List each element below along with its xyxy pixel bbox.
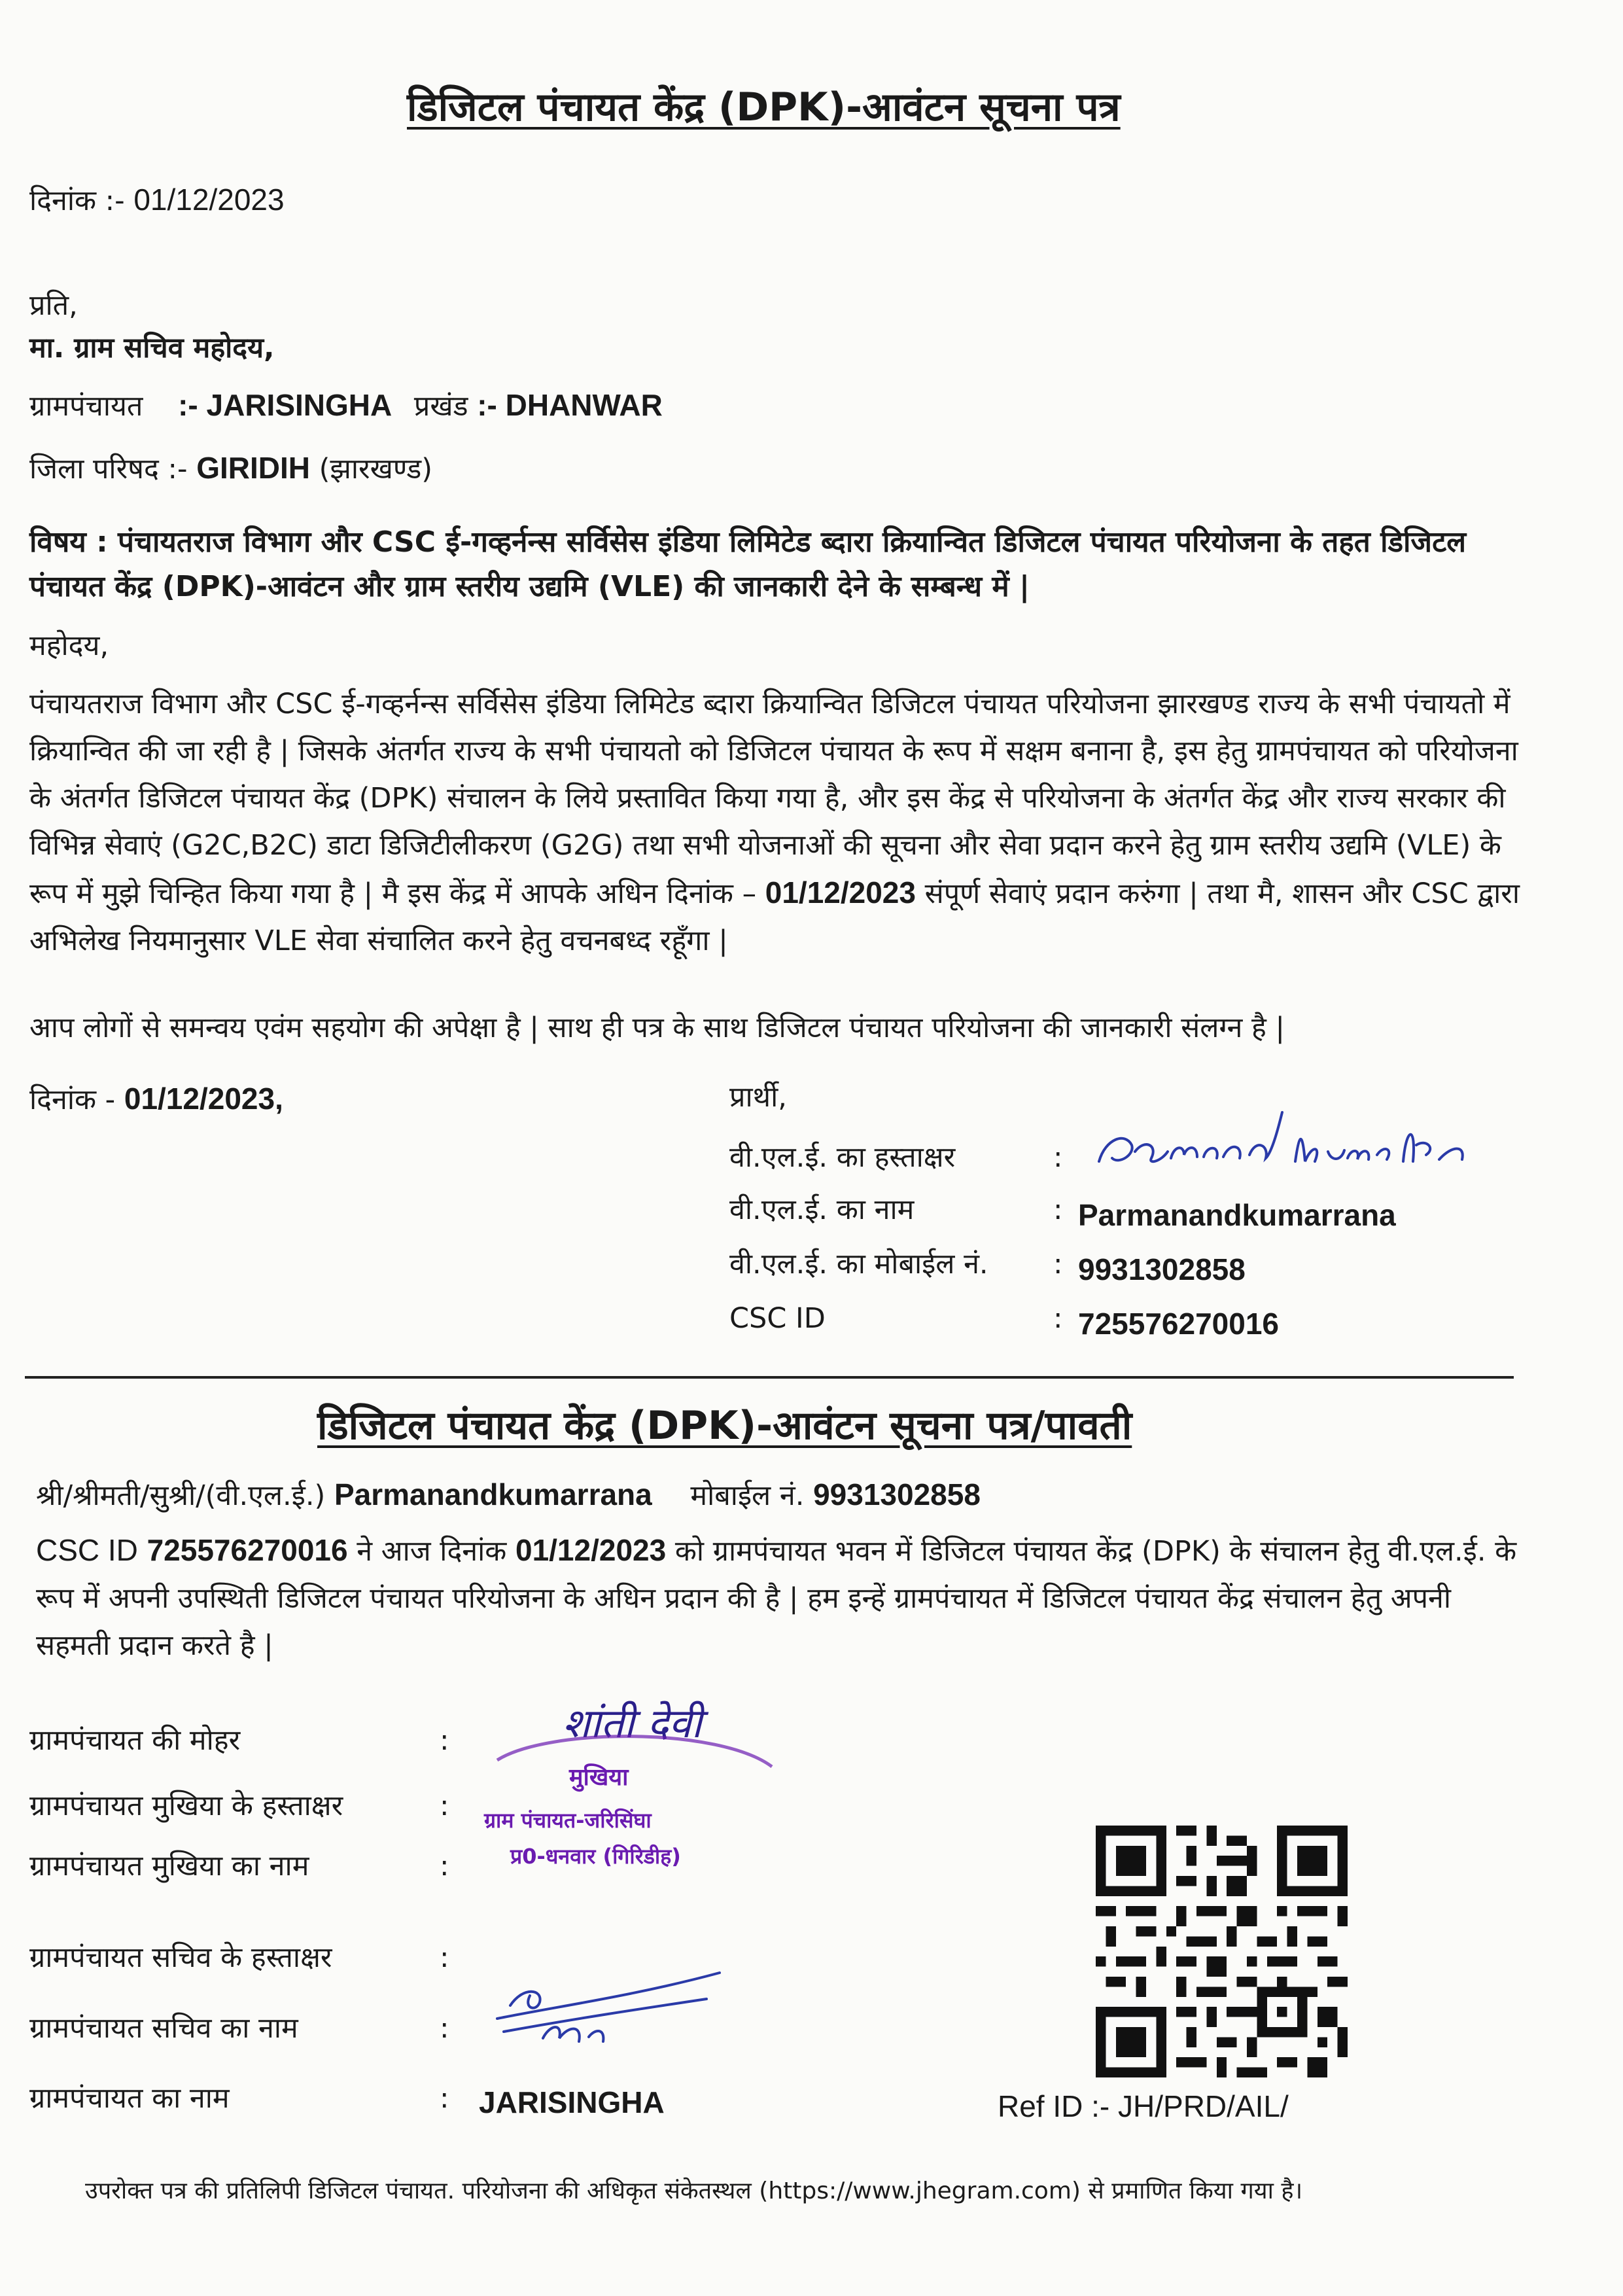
sign-date-label: दिनांक - bbox=[29, 1084, 116, 1116]
body-paragraph-2: आप लोगों से समन्वय एवंम सहयोग की अपेक्षा है | साथ ही पत्र के साथ डिजिटल पंचायत परियोजना की जानकारी संलग्न है | bbox=[29, 1012, 1285, 1044]
footer-note: उपरोक्त पत्र की प्रतिलिपी डिजिटल पंचायत. परियोजना की अधिकृत संकेतस्थल (https://www.jhegram.com) से प्रमाणित किया गया है। bbox=[85, 2178, 1303, 2204]
receipt-text-a: ने आज दिनांक bbox=[357, 1535, 507, 1568]
csc-id-value: 725576270016 bbox=[1078, 1307, 1279, 1341]
block-label: प्रखंड bbox=[413, 390, 468, 423]
vle-mobile-value: 9931302858 bbox=[1078, 1252, 1246, 1286]
field-mukhiya-name-label: ग्रामपंचायत मुखिया का नाम bbox=[29, 1850, 309, 1882]
body-1-end: संपूर्ण सेवाएं प्रदान करुंगा | तथा मै, शासन और CSC द्वारा अभिलेख नियमानुसार VLE सेवा संचालित करने हेतु वचनबध्द रहूँगा | bbox=[29, 877, 1520, 957]
field-gp-name-value: JARISINGHA bbox=[479, 2085, 665, 2119]
page-title: डिजिटल पंचायत केंद्र (DPK)-आवंटन सूचना पत्र bbox=[407, 84, 1121, 130]
vle-mobile-colon: : bbox=[1053, 1248, 1063, 1280]
gram-panchayat-line bbox=[29, 386, 663, 425]
shri-value: Parmanandkumarrana bbox=[334, 1477, 652, 1511]
field-gp-name-colon: : bbox=[440, 2082, 449, 2115]
sign-date-value: 01/12/2023, bbox=[124, 1082, 283, 1116]
vle-sign-colon: : bbox=[1053, 1141, 1063, 1174]
subject: विषय : पंचायतराज विभाग और CSC ई-गव्हर्नन्स सर्विसेस इंडिया लिमिटेड ब्दारा क्रियान्वित डिजिटल पंचायत परियोजना के तहत डिजिटल पंचायत केंद्र (DPK)-आवंटन और ग्राम स्तरीय उद्यमि (VLE) की जानकारी देने के सम्बन्ध में | bbox=[29, 525, 1467, 603]
receipt-shri-line bbox=[36, 1475, 981, 1515]
stamp-line-3: प्र0-धनवार (गिरिडीह) bbox=[510, 1844, 681, 1869]
receipt-text-b: को ग्रामपंचायत भवन में डिजिटल पंचायत केंद्र (DPK) के संचालन हेतु वी.एल.ई. के रूप में अपनी उपस्थिती डिजिटल पंचायत परियोजना के अधिन प्रदान की है | हम इन्हें ग्रामपंचायत में डिजिटल पंचायत केंद्र संचालन हेतु अपनी सहमती प्रदान करते है | bbox=[36, 1535, 1517, 1662]
vle-signature bbox=[1086, 1099, 1544, 1184]
sachiv-signature bbox=[484, 1960, 733, 2058]
ref-id: Ref ID :- JH/PRD/AIL/ bbox=[998, 2089, 1289, 2123]
body-1-date: 01/12/2023 bbox=[765, 875, 916, 910]
body-paragraph-1 bbox=[29, 680, 1534, 964]
field-mohar-label: ग्रामपंचायत की मोहर bbox=[29, 1724, 241, 1757]
body-1-text: पंचायतराज विभाग और CSC ई-गव्हर्नन्स सर्विसेस इंडिया लिमिटेड ब्दारा क्रियान्वित डिजिटल पंचायत परियोजना झारखण्ड राज्य के सभी पंचायतो में क्रियान्वित की जा रही है | जिसके अंतर्गत राज्य के सभी पंचायतो को डिजिटल पंचायत के रूप में सक्षम बनाना है, इस हेतु ग्रामपंचायत को परियोजना के अंतर्गत डिजिटल पंचायत केंद्र (DPK) संचालन के लिये प्रस्तावित किया गया है, और इस केंद्र से परियोजना के अंतर्गत केंद्र और राज्य सरकार की विभिन्न सेवाएं (G2C,B2C) डाटा डिजिटीलीकरण (G2G) तथा सभी योजनाओं की सूचना और सेवा प्रदान करने हेतु ग्राम स्तरीय उद्यमि (VLE) के रूप में मुझे चिन्हित किया गया है | मै इस केंद्र में आपके अधिन दिनांक – bbox=[29, 688, 1518, 910]
prati: प्रति, bbox=[29, 289, 78, 322]
date-value: 01/12/2023 bbox=[133, 183, 285, 217]
receipt-mobile-value: 9931302858 bbox=[813, 1477, 981, 1511]
gp-label: ग्रामपंचायत bbox=[29, 390, 143, 423]
zila-line bbox=[29, 449, 432, 488]
field-gp-name-label: ग्रामपंचायत का नाम bbox=[29, 2082, 230, 2115]
vle-name-value: Parmanandkumarrana bbox=[1078, 1198, 1396, 1232]
csc-id-colon: : bbox=[1053, 1302, 1063, 1335]
block-value: :- DHANWAR bbox=[477, 388, 663, 422]
vle-name-colon: : bbox=[1053, 1193, 1063, 1226]
shri-label: श्री/श्रीमती/सुश्री/(वी.एल.ई.) bbox=[36, 1479, 326, 1512]
receipt-csc-label: CSC ID bbox=[36, 1533, 138, 1567]
date-line bbox=[29, 181, 285, 220]
zila-value: GIRIDIH bbox=[196, 451, 310, 485]
salutation: महोदय, bbox=[29, 629, 109, 662]
zila-state: (झारखण्ड) bbox=[319, 453, 433, 486]
field-mukhiya-sign-label: ग्रामपंचायत मुखिया के हस्ताक्षर bbox=[29, 1790, 343, 1822]
receipt-text-date: 01/12/2023 bbox=[515, 1533, 667, 1567]
mukhiya-stamp bbox=[471, 1695, 798, 1891]
receipt-mobile-label: मोबाईल नं. bbox=[690, 1479, 805, 1512]
field-sachiv-sign-label: ग्रामपंचायत सचिव के हस्ताक्षर bbox=[29, 1941, 332, 1974]
sign-date bbox=[29, 1080, 283, 1119]
field-mukhiya-name-colon: : bbox=[440, 1850, 449, 1882]
field-sachiv-sign-colon: : bbox=[440, 1941, 449, 1974]
vle-mobile-label: वी.एल.ई. का मोबाईल नं. bbox=[729, 1248, 988, 1280]
field-sachiv-name-label: ग्रामपंचायत सचिव का नाम bbox=[29, 2012, 298, 2045]
stamp-line-2: ग्राम पंचायत-जरिसिंघा bbox=[484, 1808, 652, 1833]
field-mukhiya-sign-colon: : bbox=[440, 1790, 449, 1822]
vle-sign-label: वी.एल.ई. का हस्ताक्षर bbox=[729, 1141, 956, 1174]
prarthi: प्रार्थी, bbox=[729, 1081, 787, 1114]
vle-name-label: वी.एल.ई. का नाम bbox=[729, 1193, 915, 1226]
divider bbox=[25, 1376, 1514, 1379]
field-sachiv-name-colon: : bbox=[440, 2012, 449, 2045]
zila-label: जिला परिषद :- bbox=[29, 453, 188, 486]
gp-value: :- JARISINGHA bbox=[178, 388, 393, 422]
date-label: दिनांक :- bbox=[29, 185, 125, 217]
receipt-csc-value: 725576270016 bbox=[147, 1533, 348, 1567]
receipt-title: डिजिटल पंचायत केंद्र (DPK)-आवंटन सूचना पत्र/पावती bbox=[317, 1403, 1132, 1449]
addressee: मा. ग्राम सचिव महोदय, bbox=[29, 332, 275, 364]
receipt-paragraph bbox=[36, 1527, 1521, 1669]
qr-code bbox=[1096, 1826, 1348, 2077]
field-mohar-colon: : bbox=[440, 1724, 449, 1757]
csc-id-label: CSC ID bbox=[729, 1302, 826, 1335]
stamp-signature: शांती देवी bbox=[563, 1699, 702, 1747]
stamp-line-1: मुखिया bbox=[569, 1764, 629, 1791]
